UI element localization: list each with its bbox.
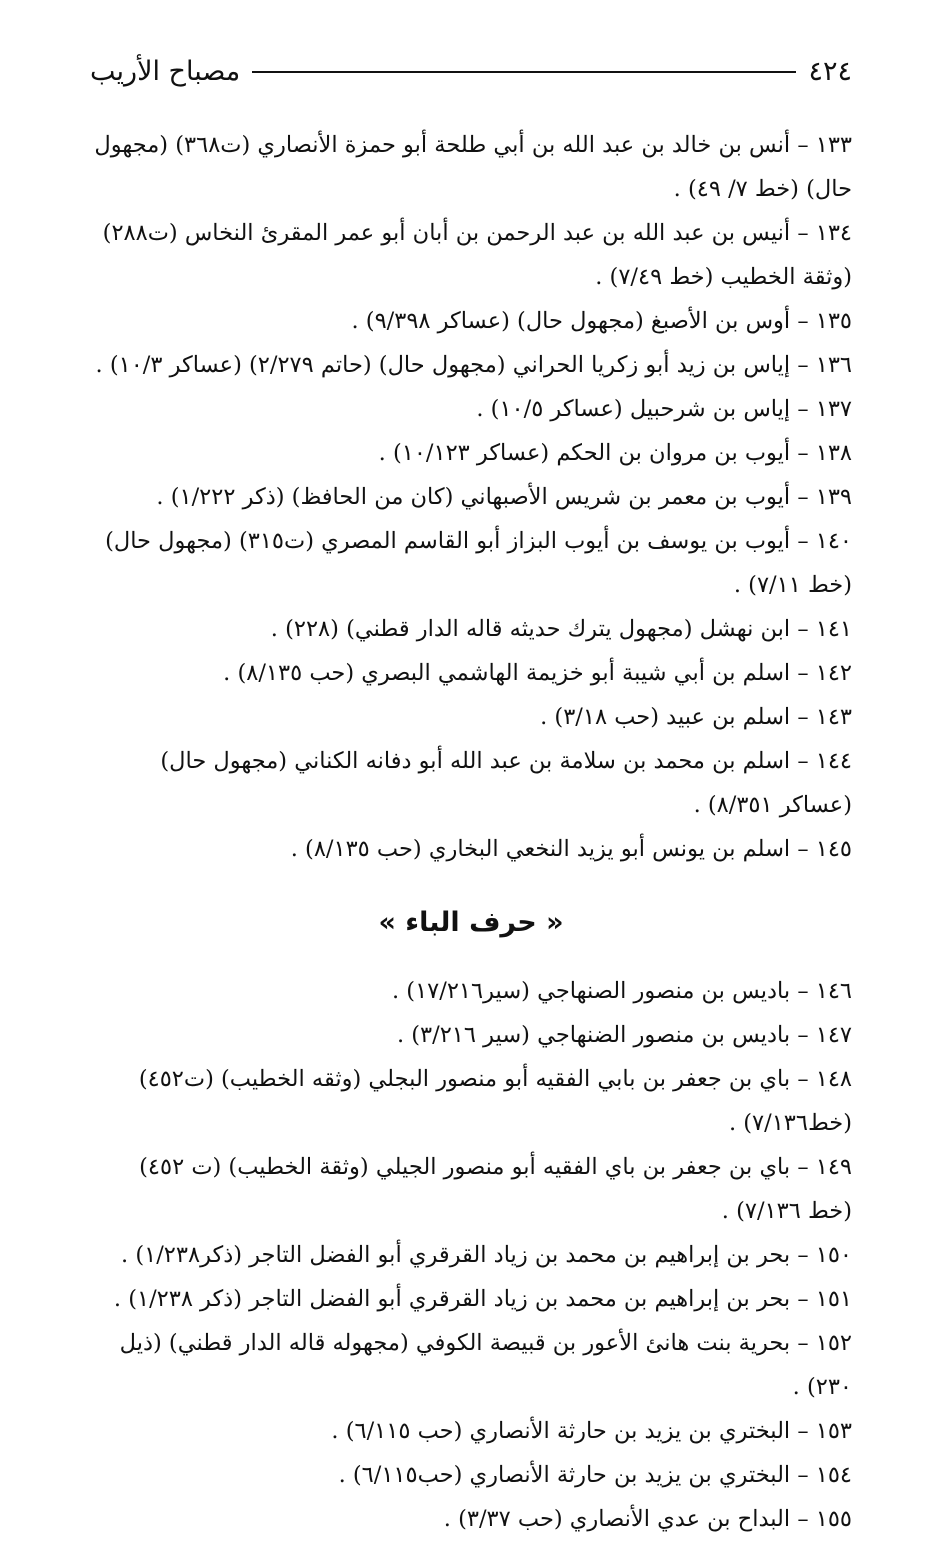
page-number: ٤٢٤ bbox=[808, 56, 852, 87]
entry-137: ١٣٧ – إياس بن شرحبيل (عساكر ١٠/٥) . bbox=[476, 396, 852, 422]
entry-133: ١٣٣ – أنس بن خالد بن عبد الله بن أبي طلحة أبو حمزة الأنصاري (ت٣٦٨) (مجهول حال) (خط ٧/ ٤٩) . bbox=[94, 132, 852, 202]
entry-153: ١٥٣ – البختري بن يزيد بن حارثة الأنصاري (حب ٦/١١٥) . bbox=[331, 1418, 852, 1444]
entry-141: ١٤١ – ابن نهشل (مجهول يترك حديثه قاله الدار قطني) (٢٢٨) . bbox=[270, 616, 852, 642]
header-rule bbox=[252, 71, 796, 73]
entry-140: ١٤٠ – أيوب بن يوسف بن أيوب البزاز أبو القاسم المصري (ت٣١٥) (مجهول حال) (خط ٧/١١) . bbox=[105, 528, 852, 598]
entry-143: ١٤٣ – اسلم بن عبيد (حب ٣/١٨) . bbox=[540, 704, 852, 730]
body-text bbox=[90, 123, 852, 1541]
entry-149: ١٤٩ – باي بن جعفر بن باي الفقيه أبو منصور الجيلي (وثقة الخطيب) (ت ٤٥٢) (خط ٧/١٣٦) . bbox=[139, 1154, 852, 1224]
entry-152: ١٥٢ – بحرية بنت هانئ الأعور بن قبيصة الكوفي (مجهوله قاله الدار قطني) (ذيل ٢٣٠) . bbox=[119, 1330, 852, 1400]
entry-154: ١٥٤ – البختري بن يزيد بن حارثة الأنصاري (حب٦/١١٥) . bbox=[338, 1462, 852, 1488]
entry-151: ١٥١ – بحر بن إبراهيم بن محمد بن زياد القرقري أبو الفضل التاجر (ذكر ١/٢٣٨) . bbox=[113, 1286, 852, 1312]
entry-134: ١٣٤ – أنيس بن عبد الله بن عبد الرحمن بن أبان أبو عمر المقرئ النخاس (ت٢٨٨) (وثقة الخطيب (خط ٧/٤٩) . bbox=[102, 220, 852, 290]
entry-136: ١٣٦ – إياس بن زيد أبو زكريا الحراني (مجهول حال) (حاتم ٢/٢٧٩) (عساكر ١٠/٣) . bbox=[95, 352, 852, 378]
entry-139: ١٣٩ – أيوب بن معمر بن شريس الأصبهاني (كان من الحافظ) (ذكر ١/٢٢٢) . bbox=[156, 484, 852, 510]
entry-144: ١٤٤ – اسلم بن محمد بن سلامة بن عبد الله أبو دفانه الكناني (مجهول حال) (عساكر ٨/٣٥١) . bbox=[160, 748, 852, 818]
entry-142: ١٤٢ – اسلم بن أبي شيبة أبو خزيمة الهاشمي البصري (حب ٨/١٣٥) . bbox=[223, 660, 852, 686]
entry-135: ١٣٥ – أوس بن الأصبغ (مجهول حال) (عساكر ٩/٣٩٨) . bbox=[351, 308, 852, 334]
running-head bbox=[90, 52, 852, 92]
entry-145: ١٤٥ – اسلم بن يونس أبو يزيد النخعي البخاري (حب ٨/١٣٥) . bbox=[290, 836, 852, 862]
entry-150: ١٥٠ – بحر بن إبراهيم بن محمد بن زياد القرقري أبو الفضل التاجر (ذكر١/٢٣٨) . bbox=[121, 1242, 852, 1268]
book-title: مصباح الأريب bbox=[90, 56, 241, 87]
section-heading: « حرف الباء » bbox=[378, 907, 564, 938]
entry-147: ١٤٧ – باديس بن منصور الضنهاجي (سير ٣/٢١٦) . bbox=[396, 1022, 852, 1048]
entry-155: ١٥٥ – البداح بن عدي الأنصاري (حب ٣/٣٧) . bbox=[443, 1506, 852, 1532]
entry-138: ١٣٨ – أيوب بن مروان بن الحكم (عساكر ١٠/١٢٣) . bbox=[378, 440, 852, 466]
entry-146: ١٤٦ – باديس بن منصور الصنهاجي (سير١٧/٢١٦) . bbox=[392, 978, 852, 1004]
entry-148: ١٤٨ – باي بن جعفر بن بابي الفقيه أبو منصور البجلي (وثقه الخطيب) (ت٤٥٢) (خط٧/١٣٦) . bbox=[138, 1066, 852, 1136]
